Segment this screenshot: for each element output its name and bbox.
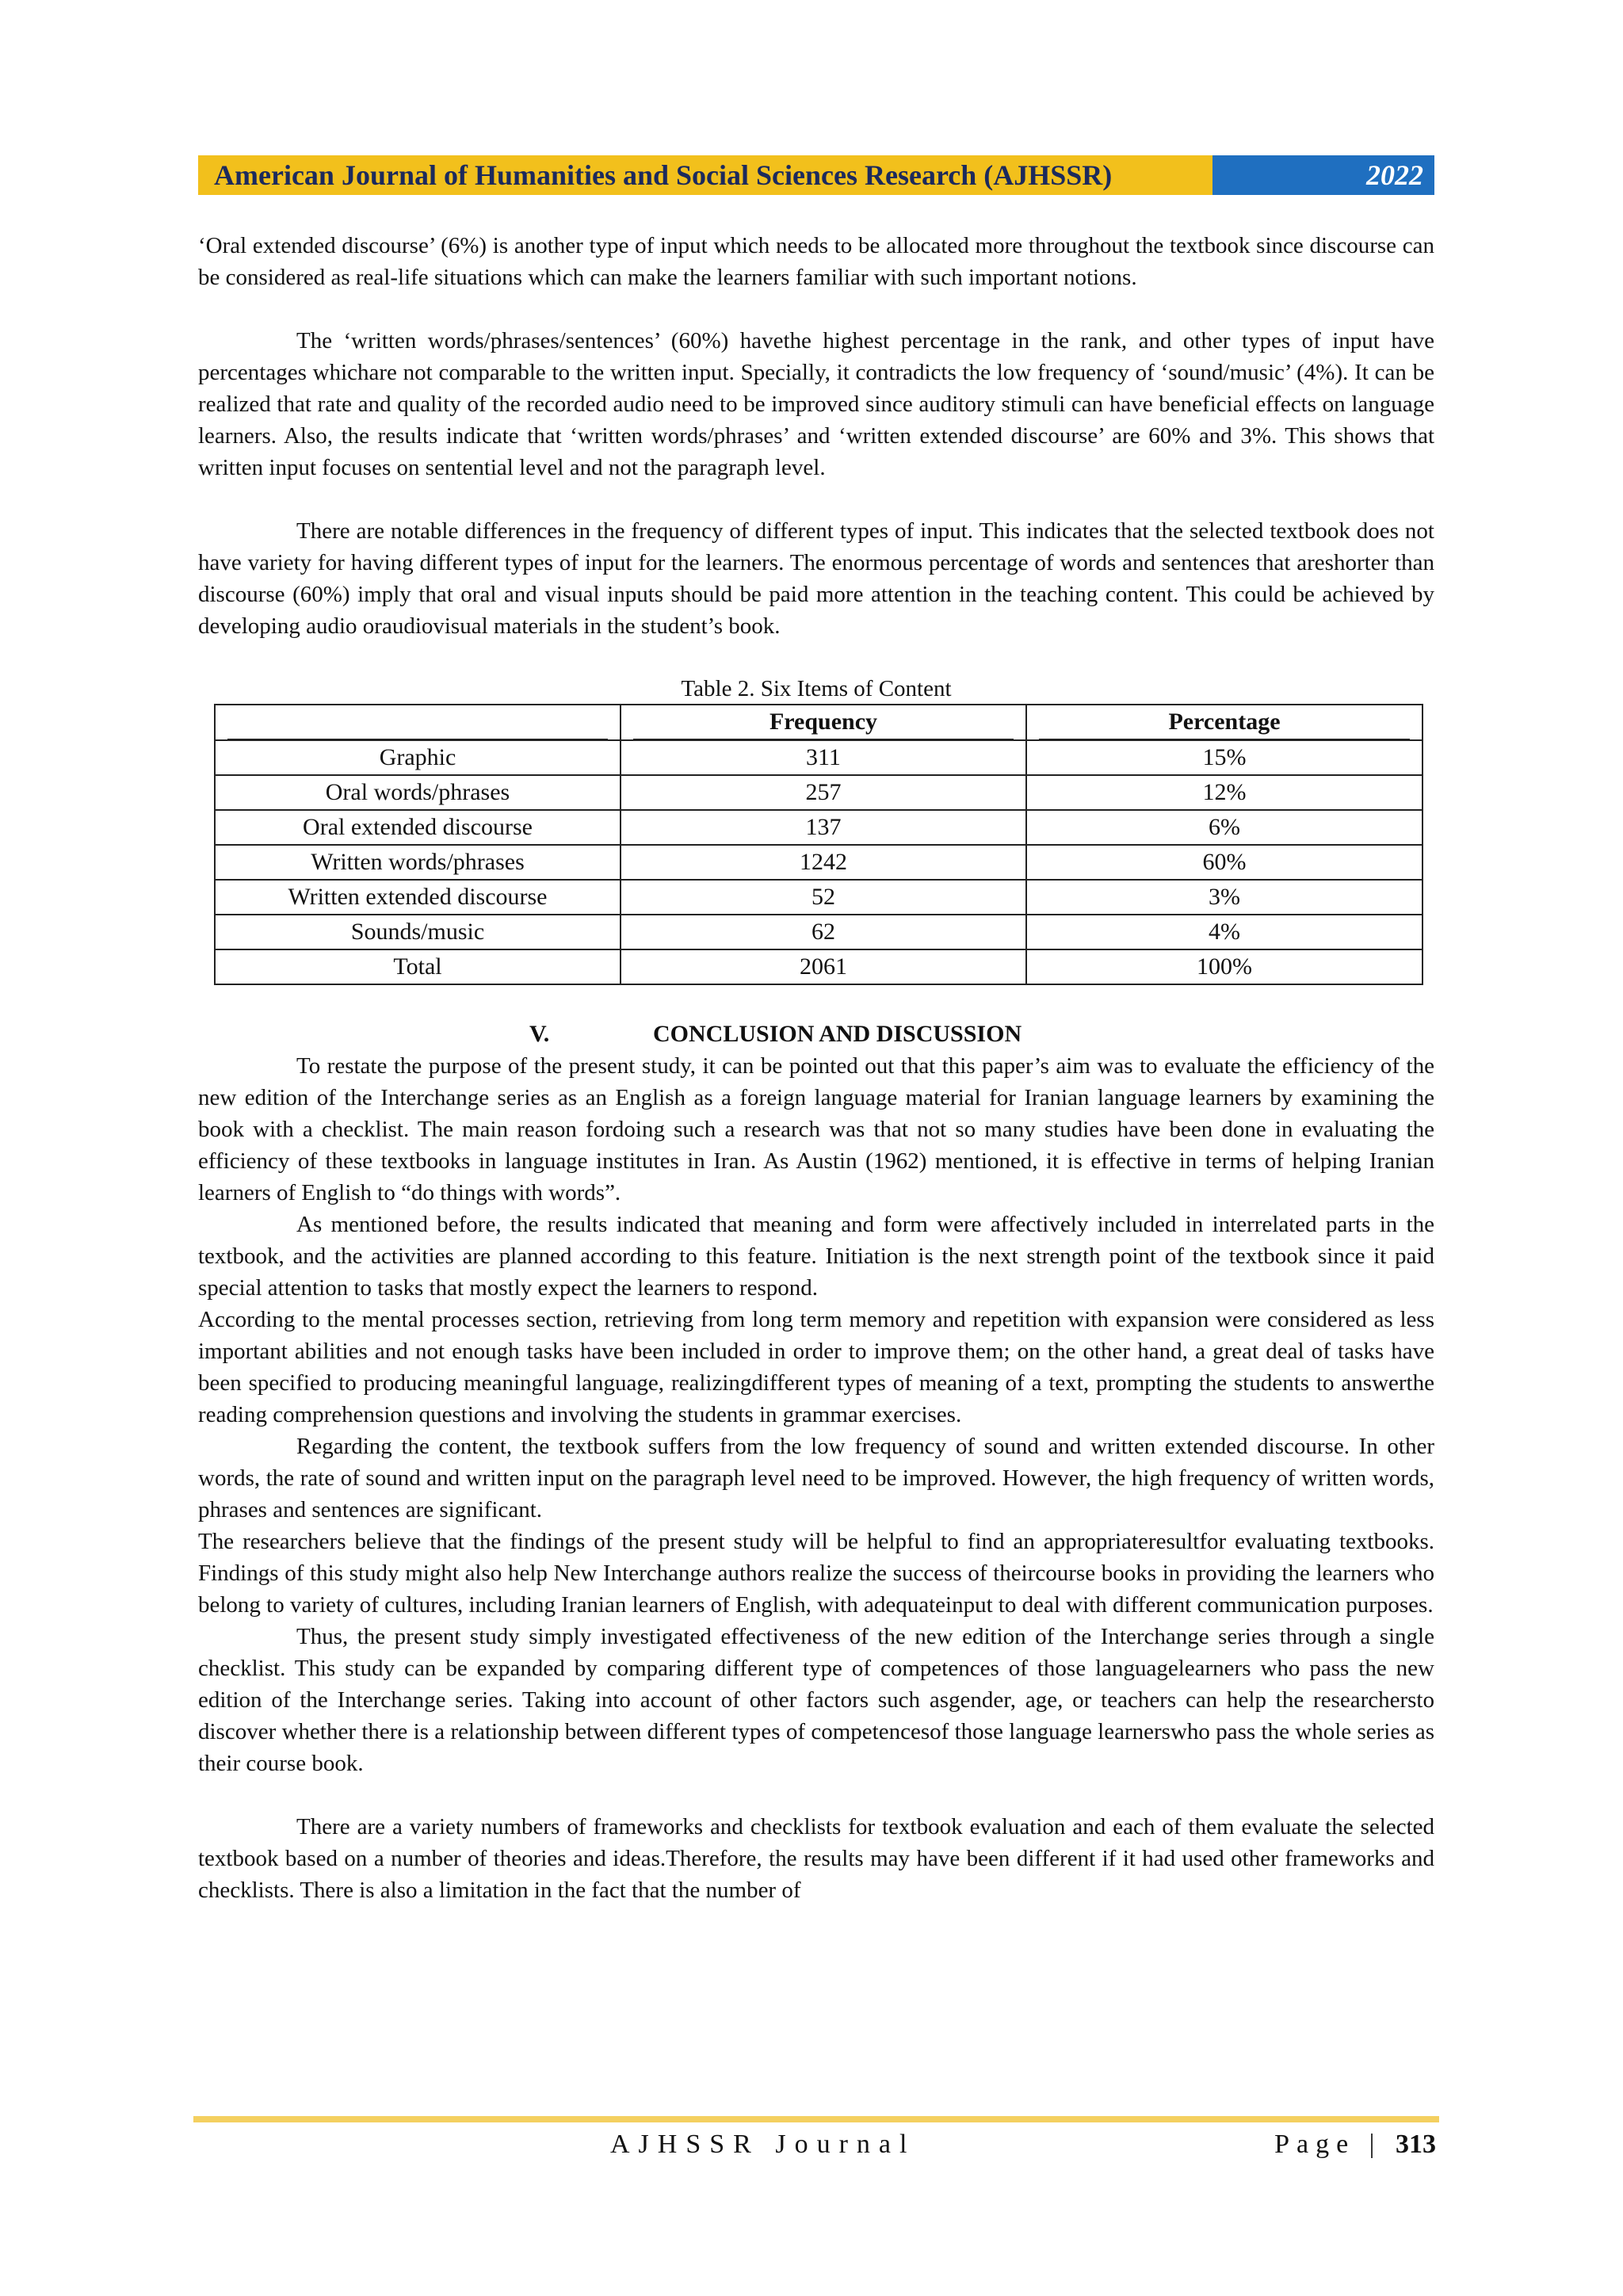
- table-row: [215, 880, 1423, 915]
- table-row: [215, 740, 1423, 775]
- table-row-total: [215, 949, 1423, 984]
- table-cell: 100%: [1026, 949, 1423, 984]
- table-cell: 6%: [1026, 810, 1423, 845]
- page-footer: [198, 2127, 1436, 2162]
- footer-divider: [193, 2116, 1439, 2122]
- table-cell: Written words/phrases: [215, 845, 621, 880]
- table-cell: Total: [215, 949, 621, 984]
- content-items-table: [214, 704, 1423, 985]
- table-cell: 60%: [1026, 845, 1423, 880]
- paragraph: There are a variety numbers of frameworks and checklists for textbook evaluation and each of them evaluate the selected textbook based on a number of theories and ideas.Therefore, the results may have been different if it had used other frameworks and checklists. There is also a limitation in the fact that the number of: [198, 1814, 1434, 1903]
- page-label: Page |: [1274, 2130, 1382, 2159]
- page-number: [1274, 2127, 1436, 2162]
- table-cell: Written extended discourse: [215, 880, 621, 915]
- table-row: [215, 845, 1423, 880]
- paragraph: As mentioned before, the results indicated that meaning and form were affectively included in interrelated parts in the textbook, and the activities are planned according to this feature. Initiation is the next strength point of the textbook since it paid special attention to tasks that mostly expect the learners to respond.: [198, 1212, 1434, 1301]
- table-cell: 52: [621, 880, 1026, 915]
- table-header-row: [215, 705, 1423, 740]
- table-row: [215, 775, 1423, 810]
- table-cell: Oral words/phrases: [215, 775, 621, 810]
- table-cell: 15%: [1026, 740, 1423, 775]
- paragraph: There are notable differences in the frequency of different types of input. This indicates that the selected textbook does not have variety for having different types of input for the learners. The enormous percentage of words and sentences that areshorter than discourse (60%) imply that oral and visual inputs should be paid more attention in the teaching content. This could be achieved by developing audio oraudiovisual materials in the student’s book.: [198, 518, 1434, 639]
- table-cell: Sounds/music: [215, 915, 621, 949]
- table-header-cell: Frequency: [621, 705, 1026, 740]
- journal-year: 2022: [1212, 155, 1434, 195]
- table-cell: 311: [621, 740, 1026, 775]
- paragraph: According to the mental processes section, retrieving from long term memory and repetition with expansion were considered as less important abilities and not enough tasks have been included in order to improve them; on the other hand, a great deal of tasks have been specified to producing meaningful language, realizingdifferent types of meaning of a text, prompting the students to answerthe reading comprehension questions and involving the students in grammar exercises.: [198, 1307, 1434, 1427]
- section-title: CONCLUSION AND DISCUSSION: [653, 1021, 1022, 1047]
- journal-title: American Journal of Humanities and Social Sciences Research (AJHSSR): [198, 155, 1212, 195]
- table-caption: Table 2. Six Items of Content: [681, 676, 952, 701]
- paragraph: The ‘written words/phrases/sentences’ (60%) havethe highest percentage in the rank, and other types of input have percentages whichare not comparable to the written input. Specially, it contradicts the low frequency of ‘sound/music’ (4%). It can be realized that rate and quality of the recorded audio need to be improved since auditory stimuli can have beneficial effects on language learners. Also, the results indicate that ‘written words/phrases’ and ‘written extended discourse’ are 60% and 3%. This shows that written input focuses on sentential level and not the paragraph level.: [198, 328, 1434, 480]
- table-header-cell: Percentage: [1026, 705, 1423, 740]
- section-heading: [198, 1018, 1434, 1050]
- table-cell: Oral extended discourse: [215, 810, 621, 845]
- table-cell: 3%: [1026, 880, 1423, 915]
- table-cell: 12%: [1026, 775, 1423, 810]
- table-row: [215, 915, 1423, 949]
- table-cell: 62: [621, 915, 1026, 949]
- table-cell: 137: [621, 810, 1026, 845]
- paragraph: Thus, the present study simply investigated effectiveness of the new edition of the Interchange series through a single checklist. This study can be expanded by comparing different type of competences of those languagelearners who pass the new edition of the Interchange series. Taking into account of other factors such asgender, age, or teachers can help the researchersto discover whether there is a relationship between different types of competencesof those language learnerswho pass the whole series as their course book.: [198, 1624, 1434, 1776]
- paragraph: Regarding the content, the textbook suffers from the low frequency of sound and written extended discourse. In other words, the rate of sound and written input on the paragraph level need to be improved. However, the high frequency of written words, phrases and sentences are significant.: [198, 1434, 1434, 1522]
- table-header-cell: [215, 705, 621, 740]
- footer-journal-name: AJHSSR Journal: [610, 2130, 916, 2159]
- section-number: V.: [529, 1021, 550, 1047]
- table-cell: 4%: [1026, 915, 1423, 949]
- paragraph: ‘Oral extended discourse’ (6%) is another type of input which needs to be allocated more throughout the textbook since discourse can be considered as real-life situations which can make the learners familiar with such important notions.: [198, 233, 1434, 290]
- page-body: [198, 230, 1434, 1906]
- paragraph: To restate the purpose of the present study, it can be pointed out that this paper’s aim was to evaluate the efficiency of the new edition of the Interchange series as an English as a foreign language material for Iranian language learners by examining the book with a checklist. The main reason fordoing such a research was that not so many studies have been done in evaluating the efficiency of these textbooks in language institutes in Iran. As Austin (1962) mentioned, it is effective in terms of helping Iranian learners of English to “do things with words”.: [198, 1053, 1434, 1205]
- paragraph: The researchers believe that the findings of the present study will be helpful to find an appropriateresultfor evaluating textbooks. Findings of this study might also help New Interchange authors realize the success of theircourse books in providing the learners who belong to variety of cultures, including Iranian learners of English, with adequateinput to deal with different communication purposes.: [198, 1529, 1434, 1618]
- table-cell: 2061: [621, 949, 1026, 984]
- table-cell: 1242: [621, 845, 1026, 880]
- journal-header: [198, 155, 1434, 195]
- table-cell: 257: [621, 775, 1026, 810]
- table-row: [215, 810, 1423, 845]
- table-cell: Graphic: [215, 740, 621, 775]
- page-number-value: 313: [1396, 2130, 1436, 2159]
